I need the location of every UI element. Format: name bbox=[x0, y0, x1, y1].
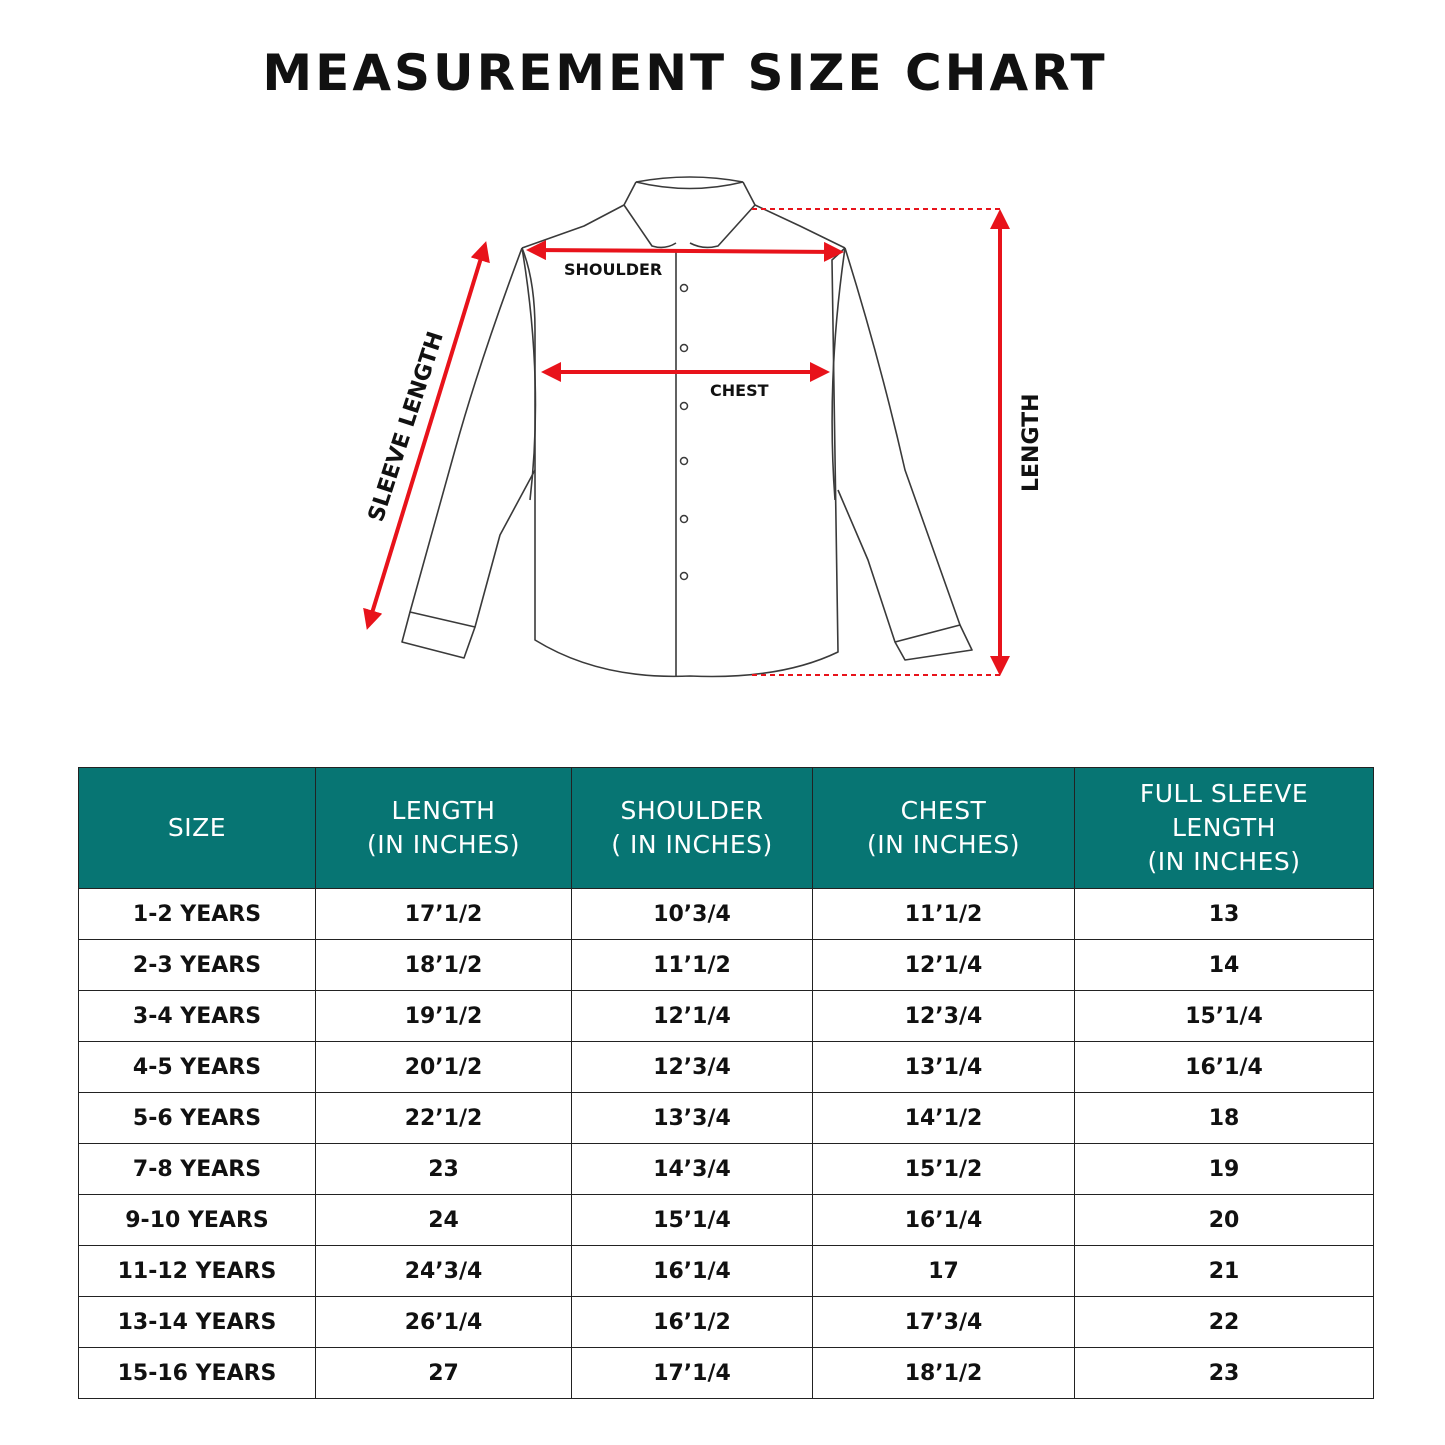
header-size bbox=[79, 768, 316, 889]
chest-cell: 13’1/4 bbox=[813, 1042, 1075, 1093]
shoulder-cell: 10’3/4 bbox=[572, 889, 813, 940]
table-row bbox=[79, 1042, 1374, 1093]
shoulder-cell: 11’1/2 bbox=[572, 940, 813, 991]
header-full-sleeve-length bbox=[1075, 768, 1374, 889]
size-cell: 9-10 YEARS bbox=[79, 1195, 316, 1246]
header-line: (IN INCHES) bbox=[866, 830, 1021, 859]
chest-cell: 12’1/4 bbox=[813, 940, 1075, 991]
length-cell: 18’1/2 bbox=[316, 940, 572, 991]
length-cell: 24 bbox=[316, 1195, 572, 1246]
size-cell: 15-16 YEARS bbox=[79, 1348, 316, 1399]
length-label: LENGTH bbox=[1019, 393, 1044, 492]
chest-cell: 14’1/2 bbox=[813, 1093, 1075, 1144]
table-header-row bbox=[79, 768, 1374, 889]
sleeve-length-arrow bbox=[368, 245, 485, 626]
sleeve-cell: 18 bbox=[1075, 1093, 1374, 1144]
sleeve-cell: 13 bbox=[1075, 889, 1374, 940]
shoulder-cell: 13’3/4 bbox=[572, 1093, 813, 1144]
length-cell: 27 bbox=[316, 1348, 572, 1399]
chest-label: CHEST bbox=[710, 381, 769, 400]
length-cell: 19’1/2 bbox=[316, 991, 572, 1042]
shoulder-cell: 12’3/4 bbox=[572, 1042, 813, 1093]
table-row bbox=[79, 1144, 1374, 1195]
header-length bbox=[316, 768, 572, 889]
length-cell: 22’1/2 bbox=[316, 1093, 572, 1144]
header-line: LENGTH bbox=[391, 796, 496, 825]
header-line: ( IN INCHES) bbox=[611, 830, 773, 859]
shoulder-cell: 12’1/4 bbox=[572, 991, 813, 1042]
table-row bbox=[79, 991, 1374, 1042]
length-cell: 20’1/2 bbox=[316, 1042, 572, 1093]
chest-cell: 11’1/2 bbox=[813, 889, 1075, 940]
size-cell: 3-4 YEARS bbox=[79, 991, 316, 1042]
shoulder-cell: 17’1/4 bbox=[572, 1348, 813, 1399]
header-line: FULL SLEEVE bbox=[1139, 779, 1309, 808]
chest-cell: 17’3/4 bbox=[813, 1297, 1075, 1348]
length-cell: 24’3/4 bbox=[316, 1246, 572, 1297]
size-cell: 5-6 YEARS bbox=[79, 1093, 316, 1144]
table-row bbox=[79, 1246, 1374, 1297]
sleeve-cell: 14 bbox=[1075, 940, 1374, 991]
sleeve-cell: 19 bbox=[1075, 1144, 1374, 1195]
chest-cell: 12’3/4 bbox=[813, 991, 1075, 1042]
chest-cell: 16’1/4 bbox=[813, 1195, 1075, 1246]
header-chest bbox=[813, 768, 1075, 889]
chest-cell: 15’1/2 bbox=[813, 1144, 1075, 1195]
header-line: CHEST bbox=[900, 796, 987, 825]
header-line: (IN INCHES) bbox=[366, 830, 521, 859]
table-row bbox=[79, 940, 1374, 991]
sleeve-cell: 23 bbox=[1075, 1348, 1374, 1399]
sleeve-cell: 16’1/4 bbox=[1075, 1042, 1374, 1093]
table-row bbox=[79, 1348, 1374, 1399]
sleeve-length-label: SLEEVE LENGTH bbox=[363, 328, 449, 525]
length-cell: 17’1/2 bbox=[316, 889, 572, 940]
shoulder-arrow bbox=[530, 250, 840, 252]
table-row bbox=[79, 1093, 1374, 1144]
size-cell: 11-12 YEARS bbox=[79, 1246, 316, 1297]
header-line: SIZE bbox=[167, 813, 227, 842]
shoulder-cell: 14’3/4 bbox=[572, 1144, 813, 1195]
size-cell: 2-3 YEARS bbox=[79, 940, 316, 991]
sleeve-cell: 21 bbox=[1075, 1246, 1374, 1297]
page-title: MEASUREMENT SIZE CHART bbox=[262, 44, 1108, 102]
size-cell: 4-5 YEARS bbox=[79, 1042, 316, 1093]
length-cell: 23 bbox=[316, 1144, 572, 1195]
size-cell: 13-14 YEARS bbox=[79, 1297, 316, 1348]
table-row bbox=[79, 1195, 1374, 1246]
shoulder-cell: 16’1/2 bbox=[572, 1297, 813, 1348]
sleeve-cell: 15’1/4 bbox=[1075, 991, 1374, 1042]
header-shoulder bbox=[572, 768, 813, 889]
button-dots bbox=[681, 285, 688, 580]
chest-cell: 17 bbox=[813, 1246, 1075, 1297]
table-row bbox=[79, 889, 1374, 940]
shoulder-cell: 15’1/4 bbox=[572, 1195, 813, 1246]
size-chart-table bbox=[78, 767, 1374, 1399]
chest-cell: 18’1/2 bbox=[813, 1348, 1075, 1399]
shoulder-cell: 16’1/4 bbox=[572, 1246, 813, 1297]
sleeve-cell: 22 bbox=[1075, 1297, 1374, 1348]
header-line: (IN INCHES) bbox=[1147, 847, 1301, 876]
table-row bbox=[79, 1297, 1374, 1348]
size-cell: 7-8 YEARS bbox=[79, 1144, 316, 1195]
header-line: SHOULDER bbox=[620, 796, 764, 825]
length-cell: 26’1/4 bbox=[316, 1297, 572, 1348]
size-cell: 1-2 YEARS bbox=[79, 889, 316, 940]
header-line: LENGTH bbox=[1172, 813, 1276, 842]
sleeve-cell: 20 bbox=[1075, 1195, 1374, 1246]
shoulder-label: SHOULDER bbox=[564, 260, 663, 279]
